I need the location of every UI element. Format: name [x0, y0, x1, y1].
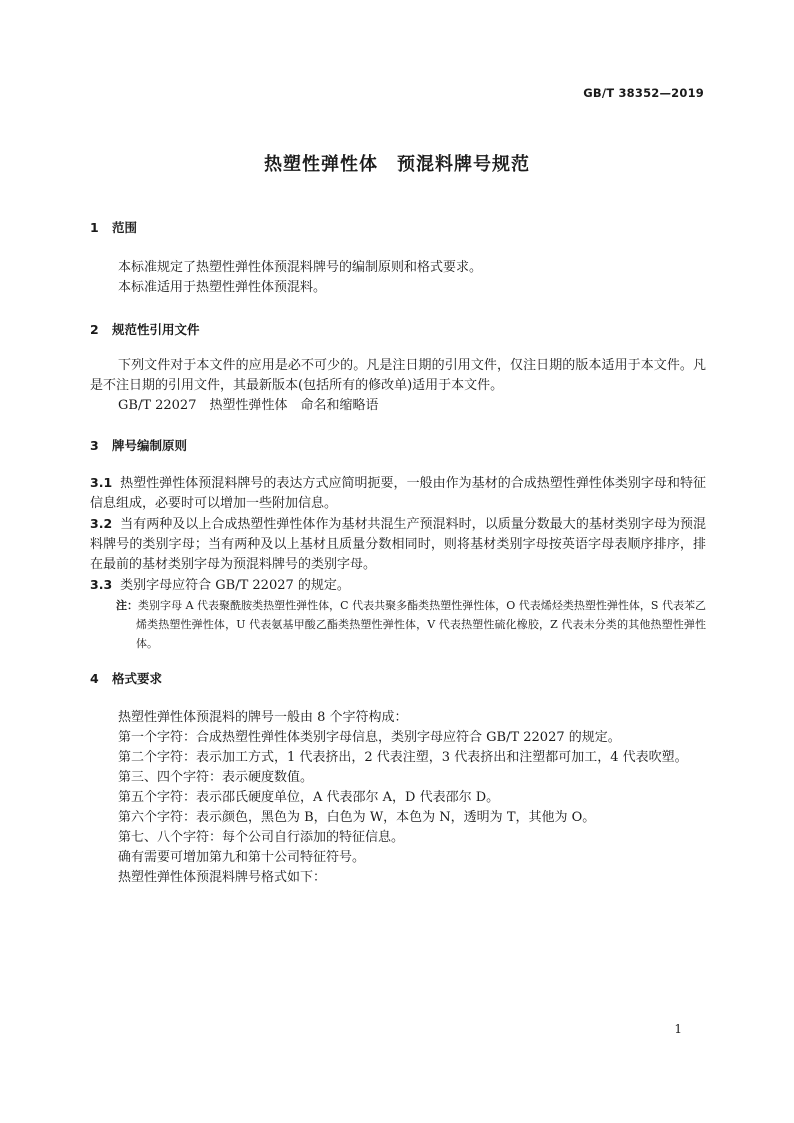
document-title: 热塑性弹性体 预混料牌号规范	[264, 154, 530, 175]
note	[90, 596, 706, 653]
standard-number: GB/T 38352—2019	[583, 86, 704, 100]
paragraph: 下列文件对于本文件的应用是必不可少的。凡是注日期的引用文件，仅注日期的版本适用于本文件。凡是不注日期的引用文件，其最新版本(包括所有的修改单)适用于本文件。	[90, 358, 706, 393]
section-title: 规范性引用文件	[112, 322, 200, 337]
document-body	[90, 218, 706, 888]
clause-text: 当有两种及以上合成热塑性弹性体作为基材共混生产预混料时，以质量分数最大的基材类别字母为预混料牌号的类别字母；当有两种及以上基材且质量分数相同时，则将基材类别字母按英语字母表顺序排序，排在最前的基材类别字母为预混料牌号的类别字母。	[90, 517, 706, 572]
paragraph: 第二个字符：表示加工方式，1 代表挤出，2 代表注塑，3 代表挤出和注塑都可加工，4 代表吹塑。	[118, 750, 688, 765]
paragraph: 第五个字符：表示邵氏硬度单位，A 代表邵尔 A，D 代表邵尔 D。	[118, 790, 500, 805]
clause	[90, 473, 706, 514]
section-number: 2	[90, 322, 99, 337]
paragraph: 第七、八个字符：每个公司自行添加的特征信息。	[118, 830, 405, 845]
paragraph: 第六个字符：表示颜色，黑色为 B，白色为 W，本色为 N，透明为 T，其他为 O。	[118, 810, 596, 825]
section-number: 4	[90, 671, 99, 686]
clause-text: 热塑性弹性体预混料牌号的表达方式应简明扼要，一般由作为基材的合成热塑性弹性体类别字母和特征信息组成，必要时可以增加一些附加信息。	[90, 476, 706, 511]
clause	[90, 514, 706, 575]
page-number: 1	[674, 1022, 682, 1036]
paragraph: 确有需要可增加第九和第十公司特征符号。	[118, 850, 366, 865]
clause-number: 3.1	[90, 475, 113, 490]
section-title: 范围	[112, 220, 138, 235]
section-heading-normative-references	[90, 320, 706, 340]
paragraph: 热塑性弹性体预混料牌号格式如下：	[118, 870, 327, 885]
reference-entry: GB/T 22027 热塑性弹性体 命名和缩略语	[118, 398, 379, 413]
paragraph: 本标准规定了热塑性弹性体预混料牌号的编制原则和格式要求。	[118, 260, 483, 275]
note-text: 类别字母 A 代表聚酰胺类热塑性弹性体，C 代表共聚多酯类热塑性弹性体，O 代表烯烃类热塑性弹性体，S 代表苯乙烯类热塑性弹性体，U 代表氨基甲酸乙酯类热塑性弹性体，V 代表热塑性硫化橡胶，Z 代表未分类的其他热塑性弹性体。	[136, 599, 706, 650]
section-number: 1	[90, 220, 99, 235]
section-number: 3	[90, 438, 99, 453]
paragraph: 第一个字符：合成热塑性弹性体类别字母信息，类别字母应符合 GB/T 22027 的规定。	[118, 730, 621, 745]
section-title: 格式要求	[112, 671, 163, 686]
section-heading-designation-principles	[90, 436, 706, 456]
note-label: 注：	[116, 599, 139, 612]
section-heading-scope	[90, 218, 706, 238]
clause	[90, 575, 706, 596]
paragraph: 第三、四个字符：表示硬度数值。	[118, 770, 314, 785]
clause-number: 3.3	[90, 577, 113, 592]
clause-number: 3.2	[90, 516, 113, 531]
section-heading-format-requirements	[90, 669, 706, 689]
section-title: 牌号编制原则	[112, 438, 188, 453]
clause-text: 类别字母应符合 GB/T 22027 的规定。	[120, 578, 350, 593]
paragraph: 热塑性弹性体预混料的牌号一般由 8 个字符构成：	[118, 710, 408, 725]
paragraph: 本标准适用于热塑性弹性体预混料。	[118, 280, 327, 295]
